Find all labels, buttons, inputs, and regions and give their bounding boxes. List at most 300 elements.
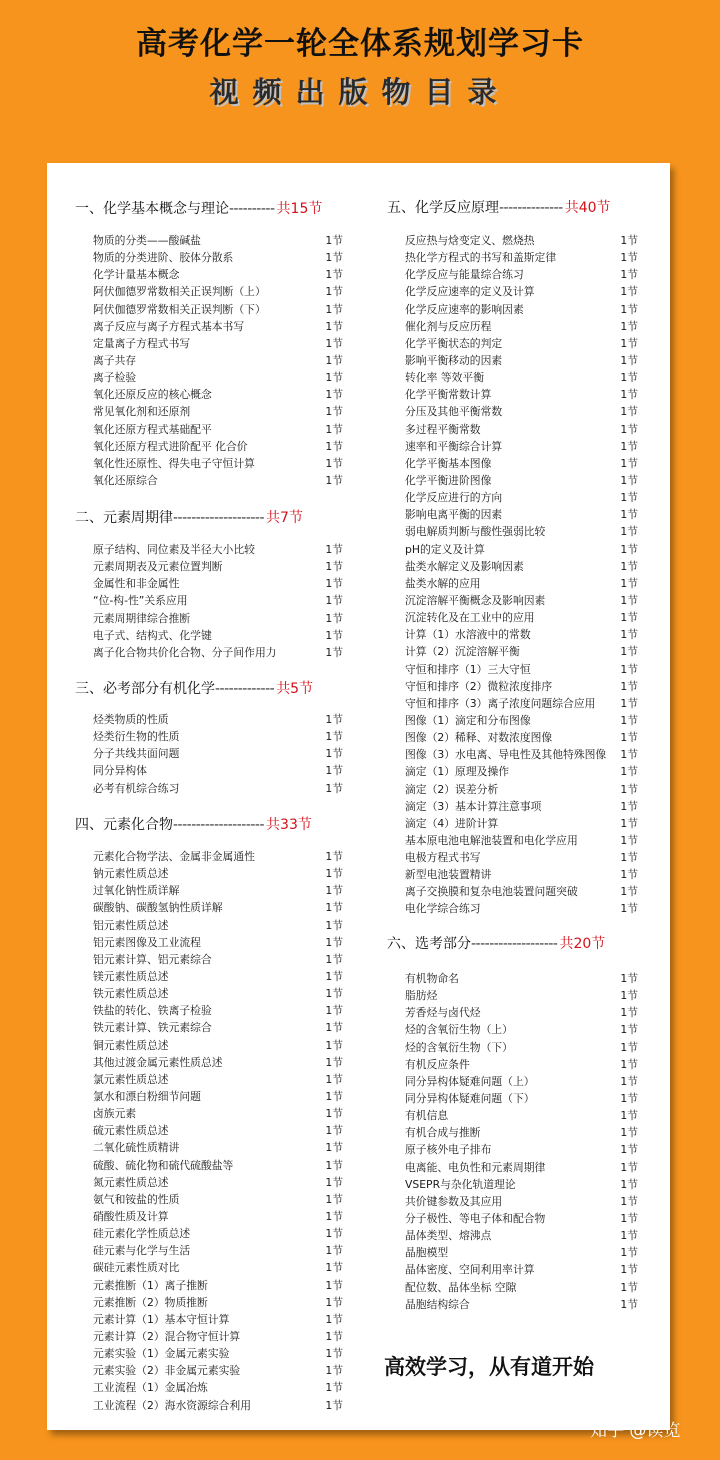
lesson-title: 图像（1）滴定和分布图像 [405, 713, 531, 727]
lesson-count: 1节 [325, 456, 343, 470]
lesson-title: 化学平衡常数计算 [405, 388, 492, 402]
lesson-count: 1节 [325, 388, 343, 402]
list-item [405, 369, 638, 386]
lesson-title: 氨气和铵盐的性质 [93, 1192, 180, 1206]
lesson-count: 1节 [620, 508, 638, 522]
lesson-count: 1节 [325, 935, 343, 949]
section-dashes: ---------- [229, 201, 275, 217]
lesson-title: 芳香烃与卤代烃 [405, 1006, 481, 1020]
list-item [405, 592, 638, 609]
section-heading-1 [75, 198, 322, 218]
list-item [405, 695, 638, 712]
lesson-count: 1节 [620, 628, 638, 642]
section-title: 五、化学反应原理 [387, 200, 499, 216]
lesson-count: 1节 [620, 319, 638, 333]
lesson-title: 离子共存 [93, 353, 137, 367]
list-item [405, 335, 638, 352]
lesson-title: 钠元素性质总述 [93, 867, 169, 881]
lesson-count: 1节 [620, 611, 638, 625]
lesson-title: 沉淀溶解平衡概念及影响因素 [405, 593, 546, 607]
lesson-count: 1节 [620, 456, 638, 470]
section-count: 共15节 [276, 201, 323, 217]
list-item [93, 1397, 343, 1414]
list-item [405, 643, 638, 660]
list-item [93, 1088, 343, 1105]
lesson-count: 1节 [620, 1229, 638, 1243]
lesson-count: 1节 [325, 628, 343, 642]
lesson-count: 1节 [620, 285, 638, 299]
lesson-count: 1节 [620, 1143, 638, 1157]
lesson-title: 分压及其他平衡常数 [405, 405, 503, 419]
lesson-count: 1节 [325, 747, 343, 761]
lesson-count: 1节 [325, 577, 343, 591]
list-item [93, 438, 343, 455]
lesson-count: 1节 [325, 1004, 343, 1018]
lesson-title: 滴定（2）误差分析 [405, 782, 499, 796]
lesson-count: 1节 [620, 1211, 638, 1225]
lesson-title: 元素计算（2）混合物守恒计算 [93, 1329, 241, 1343]
lesson-count: 1节 [620, 1194, 638, 1208]
list-item [93, 455, 343, 472]
lesson-count: 1节 [325, 645, 343, 659]
lesson-title: 有机信息 [405, 1109, 449, 1123]
lesson-count: 1节 [325, 918, 343, 932]
lesson-title: 元素推断（2）物质推断 [93, 1295, 208, 1309]
list-item [93, 283, 343, 300]
list-item [93, 711, 343, 728]
lesson-count: 1节 [325, 1329, 343, 1343]
lesson-title: 元素周期表及元素位置判断 [93, 560, 223, 574]
lesson-count: 1节 [620, 868, 638, 882]
lesson-count: 1节 [620, 1177, 638, 1191]
lesson-count: 1节 [325, 1261, 343, 1275]
lesson-title: 原子结构、同位素及半径大小比较 [93, 543, 255, 556]
lesson-count: 1节 [325, 405, 343, 419]
lesson-title: 新型电池装置精讲 [405, 868, 492, 882]
list-item [405, 815, 638, 832]
lesson-title: 原子核外电子排布 [405, 1143, 492, 1157]
lesson-title: 热化学方程式的书写和盖斯定律 [405, 251, 557, 265]
lesson-title: 必考有机综合练习 [93, 781, 180, 795]
lesson-count: 1节 [325, 439, 343, 453]
lesson-title: 滴定（1）原理及操作 [405, 765, 510, 779]
lesson-count: 1节 [620, 1246, 638, 1260]
lesson-title: 阿伏伽德罗常数相关正误判断（上） [93, 285, 266, 299]
lesson-title: 守恒和排序（1）三大守恒 [405, 662, 531, 676]
section-title: 一、化学基本概念与理论 [75, 201, 229, 217]
lesson-title: 影响平衡移动的因素 [405, 353, 503, 367]
lesson-count: 1节 [325, 1158, 343, 1172]
lesson-count: 1节 [325, 901, 343, 915]
lesson-count: 1节 [620, 491, 638, 505]
list-item [93, 1379, 343, 1396]
lesson-title: 配位数、晶体坐标 空隙 [405, 1280, 517, 1294]
section-list-6 [405, 970, 638, 1313]
lesson-count: 1节 [620, 696, 638, 710]
lesson-title: 守恒和排序（2）微粒浓度排序 [405, 679, 553, 693]
lesson-count: 1节 [620, 662, 638, 676]
lesson-title: 镁元素性质总述 [93, 969, 169, 983]
lesson-count: 1节 [325, 285, 343, 299]
section-dashes: -------------------- [173, 817, 265, 833]
slogan: 高效学习，从有道开始 [384, 1355, 594, 1379]
lesson-count: 1节 [325, 850, 343, 863]
lesson-title: 物质的分类进阶、胶体分散系 [93, 251, 234, 265]
lesson-count: 1节 [620, 713, 638, 727]
lesson-title: 有机反应条件 [405, 1057, 470, 1071]
lesson-count: 1节 [325, 1107, 343, 1121]
list-item [405, 301, 638, 318]
lesson-count: 1节 [620, 268, 638, 282]
lesson-count: 1节 [325, 952, 343, 966]
list-item [93, 386, 343, 403]
list-item [405, 283, 638, 300]
lesson-title: 元素实验（2）非金属元素实验 [93, 1364, 241, 1378]
list-item [93, 1002, 343, 1019]
lesson-count: 1节 [325, 1227, 343, 1241]
lesson-count: 1节 [620, 799, 638, 813]
list-item [405, 849, 638, 866]
lesson-count: 1节 [325, 1124, 343, 1138]
lesson-count: 1节 [620, 645, 638, 659]
list-item [405, 1227, 638, 1244]
list-item [405, 678, 638, 695]
lesson-title: 铝元素图像及工业流程 [93, 935, 201, 949]
section-heading-5 [387, 197, 611, 217]
lesson-title: 烃类物质的性质 [93, 713, 169, 726]
list-item [405, 1073, 638, 1090]
lesson-title: 氮元素性质总述 [93, 1175, 169, 1189]
list-item [405, 712, 638, 729]
lesson-title: 离子交换膜和复杂电池装置问题突破 [405, 885, 578, 899]
list-item [93, 1105, 343, 1122]
lesson-count: 1节 [325, 1312, 343, 1326]
list-item [405, 970, 638, 987]
list-item [405, 609, 638, 626]
lesson-count: 1节 [325, 730, 343, 744]
list-item [93, 917, 343, 934]
section-list-2 [93, 541, 343, 661]
list-item [93, 318, 343, 335]
lesson-title: VSEPR与杂化轨道理论 [405, 1177, 516, 1191]
section-count: 共40节 [564, 200, 611, 216]
lesson-count: 1节 [325, 371, 343, 385]
lesson-title: 转化率 等效平衡 [405, 371, 485, 385]
list-item [93, 352, 343, 369]
lesson-title: 常见氧化剂和还原剂 [93, 405, 191, 419]
lesson-title: 化学平衡状态的判定 [405, 336, 503, 350]
lesson-title: 铝元素计算、铝元素综合 [93, 952, 212, 966]
lesson-title: 烃类衍生物的性质 [93, 730, 180, 744]
lesson-count: 1节 [620, 405, 638, 419]
lesson-title: 离子化合物共价化合物、分子间作用力 [93, 645, 277, 659]
list-item [405, 1279, 638, 1296]
lesson-title: 电极方程式书写 [405, 851, 481, 865]
lesson-title: 弱电解质判断与酸性强弱比较 [405, 525, 546, 539]
list-item [93, 249, 343, 266]
catalog-card [47, 163, 670, 1430]
lesson-count: 1节 [325, 1055, 343, 1069]
list-item [93, 1037, 343, 1054]
lesson-count: 1节 [620, 1160, 638, 1174]
lesson-count: 1节 [620, 679, 638, 693]
lesson-title: 分子共线共面问题 [93, 747, 180, 761]
lesson-title: 化学反应速率的影响因素 [405, 302, 524, 316]
section-title: 六、选考部分 [387, 936, 471, 952]
lesson-count: 1节 [325, 1021, 343, 1035]
lesson-title: 脂肪烃 [405, 989, 438, 1003]
lesson-title: 烃的含氧衍生物（下） [405, 1040, 513, 1054]
lesson-count: 1节 [325, 1175, 343, 1189]
lesson-count: 1节 [325, 319, 343, 333]
lesson-title: 化学平衡进阶图像 [405, 473, 492, 487]
section-list-4 [93, 848, 343, 1414]
list-item [405, 661, 638, 678]
lesson-title: 电化学综合练习 [405, 902, 481, 916]
lesson-title: 金属性和非金属性 [93, 577, 180, 591]
lesson-count: 1节 [620, 748, 638, 762]
lesson-title: 二氧化硫性质精讲 [93, 1141, 180, 1155]
lesson-count: 1节 [325, 1381, 343, 1395]
list-item [405, 506, 638, 523]
list-item [93, 882, 343, 899]
lesson-count: 1节 [620, 422, 638, 436]
list-item [93, 1242, 343, 1259]
lesson-count: 1节 [620, 542, 638, 556]
list-item [405, 1141, 638, 1158]
section-list-5 [405, 232, 638, 918]
section-list-3 [93, 711, 343, 797]
lesson-title: 碳酸钠、碳酸氢钠性质详解 [93, 901, 223, 915]
list-item [93, 1019, 343, 1036]
lesson-count: 1节 [620, 1263, 638, 1277]
lesson-title: 晶胞结构综合 [405, 1297, 470, 1311]
list-item [93, 745, 343, 762]
lesson-count: 1节 [325, 987, 343, 1001]
list-item [405, 866, 638, 883]
lesson-title: 元素周期律综合推断 [93, 611, 191, 625]
list-item [93, 1157, 343, 1174]
list-item [93, 232, 343, 249]
list-item [405, 1261, 638, 1278]
lesson-count: 1节 [620, 1126, 638, 1140]
lesson-count: 1节 [620, 1109, 638, 1123]
list-item [405, 763, 638, 780]
list-item [93, 1328, 343, 1345]
lesson-title: 多过程平衡常数 [405, 422, 481, 436]
list-item [93, 968, 343, 985]
list-item [405, 249, 638, 266]
list-item [93, 421, 343, 438]
list-item [93, 610, 343, 627]
lesson-count: 1节 [620, 1023, 638, 1037]
lesson-count: 1节 [620, 525, 638, 539]
lesson-title: 离子反应与离子方程式基本书写 [93, 319, 245, 333]
lesson-title: 晶胞模型 [405, 1246, 449, 1260]
list-item [93, 1277, 343, 1294]
lesson-count: 1节 [620, 353, 638, 367]
lesson-title: 硫酸、硫化物和硫代硫酸盐等 [93, 1158, 234, 1172]
list-item [405, 232, 638, 249]
lesson-title: 同分异构体疑难问题（上） [405, 1074, 535, 1088]
lesson-title: 阿伏伽德罗常数相关正误判断（下） [93, 302, 266, 316]
list-item [405, 781, 638, 798]
lesson-count: 1节 [325, 1089, 343, 1103]
lesson-title: 氧化还原综合 [93, 473, 158, 487]
lesson-title: 催化剂与反应历程 [405, 319, 492, 333]
list-item [405, 489, 638, 506]
list-item [405, 558, 638, 575]
lesson-title: 铝元素性质总述 [93, 918, 169, 932]
list-item [93, 1122, 343, 1139]
list-item [405, 832, 638, 849]
lesson-count: 1节 [620, 765, 638, 779]
lesson-title: 过氧化钠性质详解 [93, 884, 180, 898]
lesson-count: 1节 [325, 543, 343, 556]
list-item [93, 541, 343, 558]
lesson-title: “位-构-性”关系应用 [93, 594, 188, 608]
list-item [93, 1362, 343, 1379]
lesson-count: 1节 [325, 251, 343, 265]
list-item [405, 1107, 638, 1124]
lesson-count: 1节 [325, 302, 343, 316]
lesson-count: 1节 [325, 560, 343, 574]
list-item [93, 575, 343, 592]
lesson-count: 1节 [325, 234, 343, 247]
lesson-count: 1节 [325, 422, 343, 436]
section-dashes: -------------- [499, 200, 563, 216]
list-item [405, 1021, 638, 1038]
list-item [93, 1259, 343, 1276]
page-title: 高考化学一轮全体系规划学习卡 [136, 26, 584, 62]
lesson-count: 1节 [620, 473, 638, 487]
lesson-count: 1节 [620, 1280, 638, 1294]
lesson-title: 铁元素计算、铁元素综合 [93, 1021, 212, 1035]
list-item [93, 1071, 343, 1088]
list-item [93, 1191, 343, 1208]
list-item [93, 728, 343, 745]
lesson-title: 硫元素性质总述 [93, 1124, 169, 1138]
lesson-title: 电子式、结构式、化学键 [93, 628, 212, 642]
lesson-title: 烃的含氧衍生物（上） [405, 1023, 513, 1037]
lesson-count: 1节 [620, 972, 638, 985]
list-item [405, 386, 638, 403]
lesson-title: 化学反应速率的定义及计算 [405, 285, 535, 299]
section-dashes: -------------------- [173, 510, 265, 526]
section-count: 共5节 [276, 681, 314, 697]
lesson-title: 图像（3）水电离、导电性及其他特殊图像 [405, 748, 607, 762]
lesson-count: 1节 [325, 473, 343, 487]
list-item [93, 369, 343, 386]
lesson-title: 化学计量基本概念 [93, 268, 180, 282]
lesson-title: 氧化还原反应的核心概念 [93, 388, 212, 402]
lesson-title: 定量离子方程式书写 [93, 336, 191, 350]
list-item [405, 1039, 638, 1056]
lesson-title: 氯元素性质总述 [93, 1072, 169, 1086]
lesson-title: 铁元素性质总述 [93, 987, 169, 1001]
lesson-title: 氧化还原方程式基础配平 [93, 422, 212, 436]
lesson-count: 1节 [620, 371, 638, 385]
list-item [93, 1174, 343, 1191]
list-item [405, 729, 638, 746]
lesson-count: 1节 [325, 1398, 343, 1412]
lesson-title: 碳硅元素性质对比 [93, 1261, 180, 1275]
lesson-title: 氯水和漂白粉细节问题 [93, 1089, 201, 1103]
list-item [405, 1004, 638, 1021]
list-item [405, 900, 638, 917]
list-item [405, 1090, 638, 1107]
list-item [93, 951, 343, 968]
section-count: 共20节 [559, 936, 606, 952]
lesson-title: 其他过渡金属元素性质总述 [93, 1055, 223, 1069]
lesson-count: 1节 [325, 1141, 343, 1155]
lesson-count: 1节 [325, 1072, 343, 1086]
lesson-title: 硝酸性质及计算 [93, 1209, 169, 1223]
lesson-title: 元素实验（1）金属元素实验 [93, 1347, 230, 1361]
lesson-count: 1节 [325, 713, 343, 726]
lesson-title: 有机合成与推断 [405, 1126, 481, 1140]
list-item [93, 865, 343, 882]
list-item [93, 472, 343, 489]
list-item [93, 762, 343, 779]
section-title: 四、元素化合物 [75, 817, 173, 833]
section-list-1 [93, 232, 343, 489]
lesson-title: 盐类水解的应用 [405, 576, 481, 590]
lesson-count: 1节 [325, 764, 343, 778]
lesson-title: 卤族元素 [93, 1107, 137, 1121]
lesson-count: 1节 [620, 782, 638, 796]
list-item [405, 1296, 638, 1313]
list-item [93, 301, 343, 318]
lesson-title: 沉淀转化及在工业中的应用 [405, 611, 535, 625]
lesson-count: 1节 [620, 1074, 638, 1088]
lesson-title: 滴定（3）基本计算注意事项 [405, 799, 542, 813]
lesson-title: 影响电离平衡的因素 [405, 508, 503, 522]
list-item [405, 987, 638, 1004]
lesson-count: 1节 [325, 353, 343, 367]
lesson-count: 1节 [620, 302, 638, 316]
lesson-count: 1节 [620, 388, 638, 402]
section-heading-2 [75, 507, 303, 527]
page-subtitle: 视频出版物目录 [209, 75, 511, 109]
list-item [93, 985, 343, 1002]
list-item [93, 1139, 343, 1156]
lesson-count: 1节 [620, 593, 638, 607]
lesson-count: 1节 [620, 251, 638, 265]
list-item [405, 318, 638, 335]
lesson-count: 1节 [620, 816, 638, 830]
lesson-count: 1节 [620, 885, 638, 899]
list-item [405, 575, 638, 592]
lesson-title: 氧化还原方程式进阶配平 化合价 [93, 439, 248, 453]
list-item [93, 934, 343, 951]
lesson-title: 工业流程（1）金属冶炼 [93, 1381, 208, 1395]
lesson-count: 1节 [620, 833, 638, 847]
list-item [93, 627, 343, 644]
section-dashes: ------------------- [471, 936, 558, 952]
lesson-title: 硅元素化学性质总述 [93, 1227, 191, 1241]
lesson-title: 守恒和排序（3）离子浓度问题综合应用 [405, 696, 596, 710]
lesson-title: 元素计算（1）基本守恒计算 [93, 1312, 230, 1326]
lesson-title: 化学反应与能量综合练习 [405, 268, 524, 282]
list-item [93, 848, 343, 865]
lesson-title: 工业流程（2）海水资源综合利用 [93, 1398, 252, 1412]
list-item [405, 1176, 638, 1193]
list-item [405, 1210, 638, 1227]
list-item [405, 1124, 638, 1141]
list-item [93, 592, 343, 609]
list-item [405, 626, 638, 643]
